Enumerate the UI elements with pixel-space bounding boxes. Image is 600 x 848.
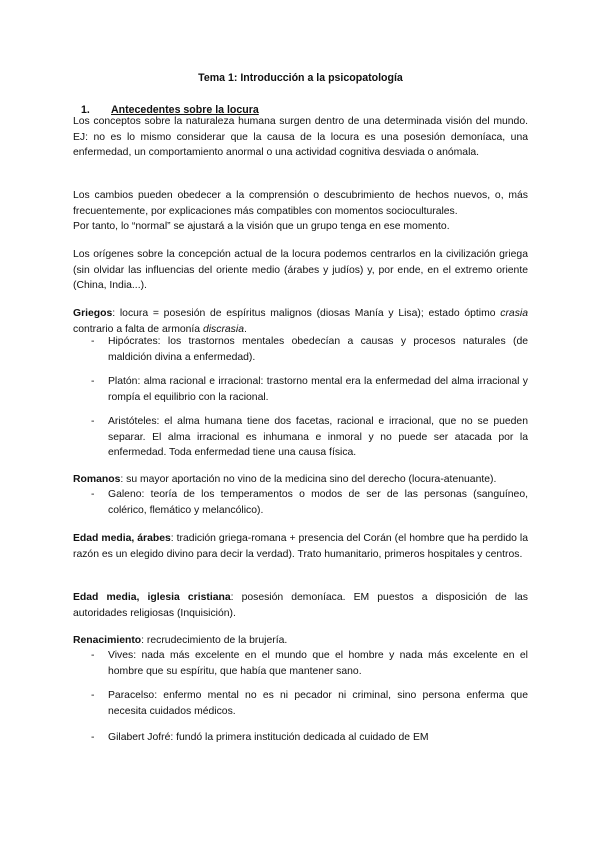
- list-item-text: Galeno: teoría de los temperamentos o modos de ser de las personas (sanguíneo, colérico, flemático y melancólico).: [108, 489, 528, 516]
- list-item-jofre: [89, 730, 528, 746]
- list-item-galeno: [89, 487, 528, 518]
- list-item-hipocrates: [89, 334, 528, 365]
- griegos-text-b: contrario a falta de armonía: [73, 323, 203, 335]
- griegos-text-c: .: [243, 323, 247, 335]
- cristiana-text: : posesión demoníaca. EM puestos a disposición de las autoridades religiosas (Inquisición).: [73, 592, 528, 619]
- list-item-text: Gilabert Jofré: fundó la primera institución dedicada al cuidado de EM: [108, 732, 429, 743]
- arabes-paragraph: [73, 531, 528, 562]
- bullet-dash: -: [91, 336, 95, 347]
- list-item-text: Aristóteles: el alma humana tiene dos facetas, racional e irracional, que no se pueden separar. El alma irracional es inhumana e inmoral y no puede ser atacada por la enfermedad. Toda enfermedad tiene una causa física.: [108, 416, 528, 459]
- list-item-platon: [89, 374, 528, 405]
- griegos-term-crasia: crasia: [500, 308, 528, 319]
- romanos-label: Romanos: [73, 474, 121, 485]
- list-item-text: Platón: alma racional e irracional: trastorno mental era la enfermedad del alma irracional y rompía el equilibrio con la racional.: [108, 376, 528, 403]
- romanos-paragraph: [73, 472, 528, 488]
- paragraph-normal: Por tanto, lo “normal” se ajustará a la visión que un grupo tenga en ese momento.: [73, 221, 450, 232]
- romanos-text: : su mayor aportación no vino de la medicina sino del derecho (locura-atenuante).: [120, 474, 497, 485]
- cristiana-paragraph: [73, 590, 528, 621]
- paragraph-changes: Los cambios pueden obedecer a la comprensión o descubrimiento de hechos nuevos, o, más frecuentemente, por explicaciones más compatibles con momentos socioculturales.: [73, 190, 528, 217]
- bullet-dash: -: [91, 690, 95, 701]
- list-item-text: Paracelso: enfermo mental no es ni pecador ni criminal, sino persona enferma que necesita cuidados médicos.: [108, 690, 528, 717]
- griegos-text-a: : locura = posesión de espíritus malignos (diosas Manía y Lisa); estado óptimo: [112, 308, 501, 319]
- renacimiento-text: : recrudecimiento de la brujería.: [141, 635, 288, 646]
- bullet-dash: -: [91, 416, 95, 427]
- list-item-vives: [89, 648, 528, 679]
- bullet-dash: -: [91, 376, 95, 387]
- arabes-text: : tradición griega-romana + presencia del Corán (el hombre que ha perdido la razón es un elegido divino para decir la verdad). Trato humanitario, primeros hospitales y centros.: [73, 533, 528, 560]
- griegos-term-discrasia: discrasia: [202, 323, 244, 335]
- bullet-dash: -: [91, 489, 95, 500]
- list-item-aristoteles: [89, 414, 528, 461]
- section-number: 1.: [81, 104, 90, 116]
- page-title: Tema 1: Introducción a la psicopatología: [198, 72, 403, 84]
- list-item-paracelso: [89, 688, 528, 719]
- paragraph-origins: Los orígenes sobre la concepción actual de la locura podemos centrarlos en la civilización griega (sin olvidar las influencias del oriente medio (árabes y judíos) y, por ende, en el extremo oriente (China, India...).: [73, 249, 528, 292]
- bullet-dash: -: [91, 650, 95, 661]
- list-item-text: Vives: nada más excelente en el mundo que el hombre y nada más excelente en el hombre que su espíritu, que había que mantener sano.: [108, 650, 528, 677]
- bullet-dash: -: [91, 732, 95, 743]
- griegos-paragraph: [73, 306, 528, 337]
- griegos-label: Griegos: [73, 308, 113, 319]
- list-item-text: Hipócrates: los trastornos mentales obedecían a causas y procesos naturales (de maldición divina a enfermedad).: [108, 336, 528, 363]
- paragraph-concepts: Los conceptos sobre la naturaleza humana surgen dentro de una determinada visión del mundo. EJ: no es lo mismo considerar que la causa de la locura es una posesión demoníaca, una enfermedad, un comportamiento anormal o una actividad cognitiva desviada o anómala.: [73, 116, 528, 159]
- cristiana-label: Edad media, iglesia cristiana: [73, 592, 231, 603]
- section-title: Antecedentes sobre la locura: [111, 104, 259, 116]
- arabes-label: Edad media, árabes: [73, 533, 171, 544]
- renacimiento-paragraph: [73, 633, 528, 649]
- renacimiento-label: Renacimiento: [73, 635, 142, 646]
